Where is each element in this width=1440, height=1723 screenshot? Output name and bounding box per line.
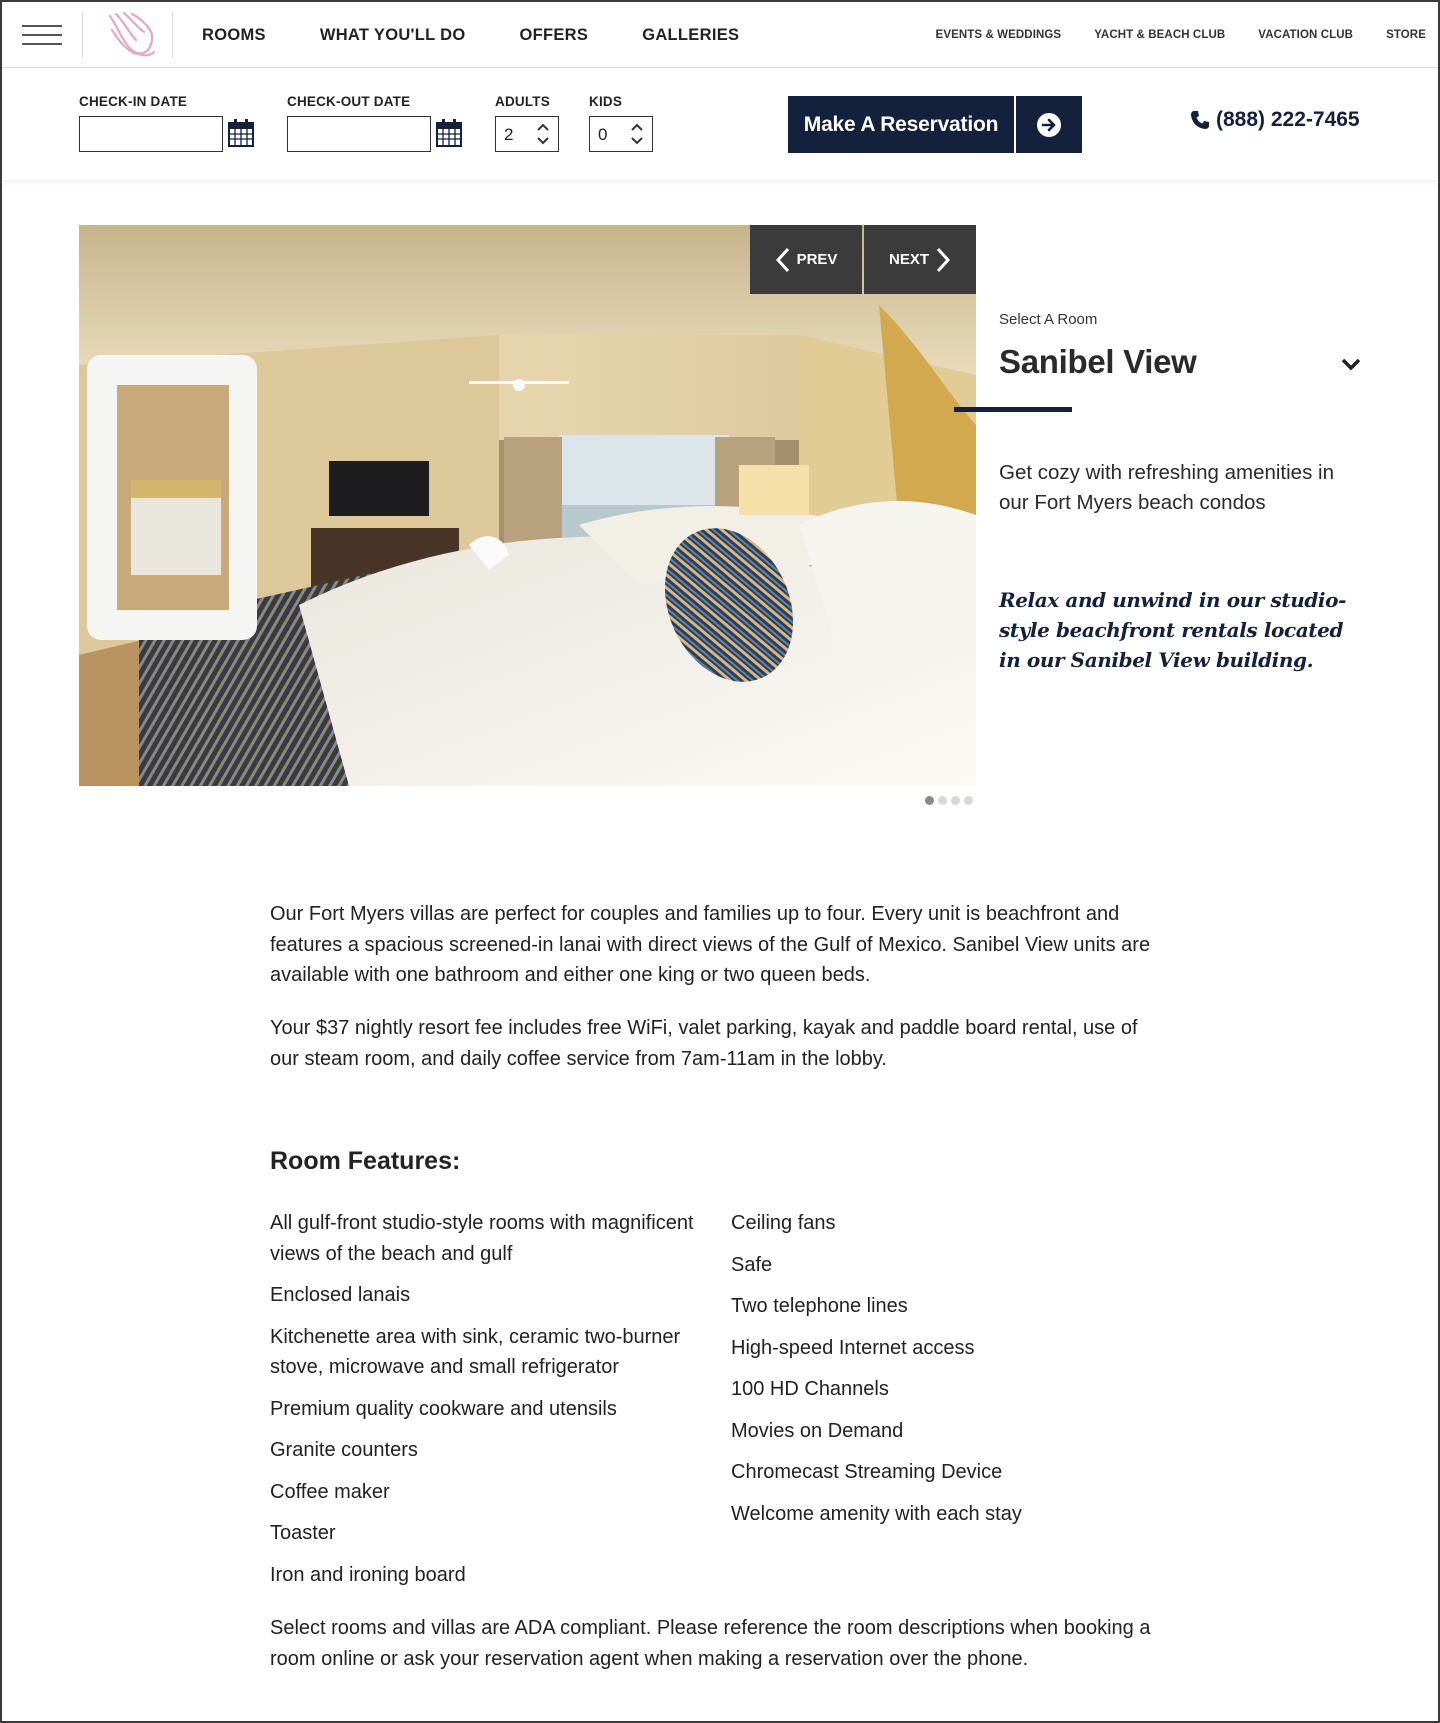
phone-link[interactable]: [1190, 108, 1360, 132]
nav-what-youll-do-link[interactable]: WHAT YOU'LL DO: [319, 25, 466, 44]
select-room-label: Select A Room: [999, 311, 1098, 328]
calendar-icon[interactable]: [436, 119, 462, 147]
chevron-down-icon[interactable]: [1340, 356, 1362, 372]
kids-stepper[interactable]: [589, 116, 653, 152]
nav-galleries-link[interactable]: GALLERIES: [642, 25, 740, 44]
reservation-label: Make A Reservation: [803, 112, 999, 136]
feature-item: Premium quality cookware and utensils: [270, 1397, 617, 1420]
features-list-right: [731, 1208, 1181, 1540]
calendar-icon[interactable]: [228, 119, 254, 147]
checkout-label: CHECK-OUT DATE: [287, 94, 411, 109]
nav-vacation-club-link[interactable]: VACATION CLUB: [1258, 29, 1354, 41]
phone-number: (888) 222-7465: [1216, 108, 1360, 131]
checkout-date-input[interactable]: [287, 116, 431, 152]
hamburger-menu-icon[interactable]: [22, 22, 62, 48]
adults-label: ADULTS: [495, 94, 550, 109]
gallery-dot[interactable]: [925, 796, 934, 805]
nav-offers-link[interactable]: OFFERS: [519, 25, 589, 44]
ada-note: Select rooms and villas are ADA compliant. Please reference the room descriptions when booking a room online or ask your reservation agent when making a reservation over the phone.: [270, 1617, 1151, 1670]
nav-store-link[interactable]: STORE: [1386, 29, 1426, 41]
room-intro: Get cozy with refreshing amenities in our Fort Myers beach condos: [999, 461, 1334, 514]
resort-fee-paragraph: Your $37 nightly resort fee includes free WiFi, valet parking, kayak and paddle board rental, use of our steam room, and daily coffee service from 7am-11am in the lobby.: [270, 1017, 1138, 1070]
chevron-left-icon: [775, 247, 791, 273]
feature-item: Iron and ironing board: [270, 1563, 466, 1586]
gallery-dot[interactable]: [951, 796, 960, 805]
gallery-pagination: [925, 796, 973, 805]
nav-yacht-beach-club-link[interactable]: YACHT & BEACH CLUB: [1094, 29, 1226, 41]
feature-item: Movies on Demand: [731, 1419, 904, 1442]
chevron-down-icon[interactable]: [536, 135, 550, 147]
chevron-up-icon[interactable]: [536, 121, 550, 133]
feature-item: Welcome amenity with each stay: [731, 1502, 1022, 1525]
gallery-next-button[interactable]: [864, 225, 976, 294]
nav-events-weddings-link[interactable]: EVENTS & WEDDINGS: [935, 29, 1062, 41]
chevron-up-icon[interactable]: [630, 121, 644, 133]
feature-item: Two telephone lines: [731, 1295, 908, 1317]
next-label: NEXT: [888, 251, 929, 268]
gallery-prev-button[interactable]: [750, 225, 862, 294]
room-features-heading: Room Features:: [270, 1147, 461, 1175]
booking-bar: [2, 68, 1438, 180]
make-reservation-button[interactable]: [788, 96, 1082, 153]
checkin-date-input[interactable]: [79, 116, 223, 152]
nav-divider: [172, 12, 173, 58]
feature-item: Chromecast Streaming Device: [731, 1461, 1003, 1483]
title-underline: [954, 407, 1072, 412]
main-nav: [202, 2, 793, 68]
feature-item: Coffee maker: [270, 1480, 390, 1503]
feature-item: 100 HD Channels: [731, 1378, 889, 1400]
feature-item: Safe: [731, 1253, 773, 1276]
top-navigation: [2, 2, 1438, 68]
kids-value: 0: [598, 125, 608, 144]
chevron-down-icon[interactable]: [630, 135, 644, 147]
prev-label: PREV: [796, 251, 838, 268]
adults-value: 2: [504, 125, 514, 144]
gallery-dot[interactable]: [964, 796, 973, 805]
feature-item: High-speed Internet access: [731, 1336, 975, 1359]
chevron-right-icon: [935, 247, 951, 273]
conch-shell-logo[interactable]: [102, 10, 160, 60]
room-tagline: Relax and unwind in our studio-style beachfront rentals located in our Sanibel View building.: [999, 588, 1346, 672]
phone-icon: [1190, 110, 1210, 130]
gallery-dot[interactable]: [938, 796, 947, 805]
secondary-nav: [903, 2, 1426, 68]
adults-stepper[interactable]: [495, 116, 559, 152]
kids-label: KIDS: [589, 94, 623, 109]
feature-item: All gulf-front studio-style rooms with magnificent views of the beach and gulf: [270, 1212, 694, 1265]
features-list-left: [270, 1208, 720, 1601]
room-photo: [79, 225, 976, 786]
feature-item: Kitchenette area with sink, ceramic two-burner stove, microwave and small refrigerator: [270, 1325, 681, 1378]
feature-item: Toaster: [270, 1522, 336, 1544]
checkin-label: CHECK-IN DATE: [79, 94, 188, 109]
feature-item: Enclosed lanais: [270, 1284, 411, 1306]
description-paragraph: Our Fort Myers villas are perfect for couples and families up to four. Every unit is beachfront and features a spacious screened-in lanai with direct views of the Gulf of Mexico. Sanibel View units are available with one bathroom and either one king or two queen beds.: [270, 903, 1151, 986]
room-name[interactable]: Sanibel View: [999, 343, 1197, 380]
room-photo-gallery[interactable]: [79, 225, 976, 786]
feature-item: Granite counters: [270, 1439, 418, 1461]
nav-rooms-link[interactable]: ROOMS: [202, 25, 266, 44]
nav-divider: [82, 12, 83, 58]
feature-item: Ceiling fans: [731, 1212, 836, 1234]
arrow-right-circle-icon: [1016, 96, 1082, 153]
